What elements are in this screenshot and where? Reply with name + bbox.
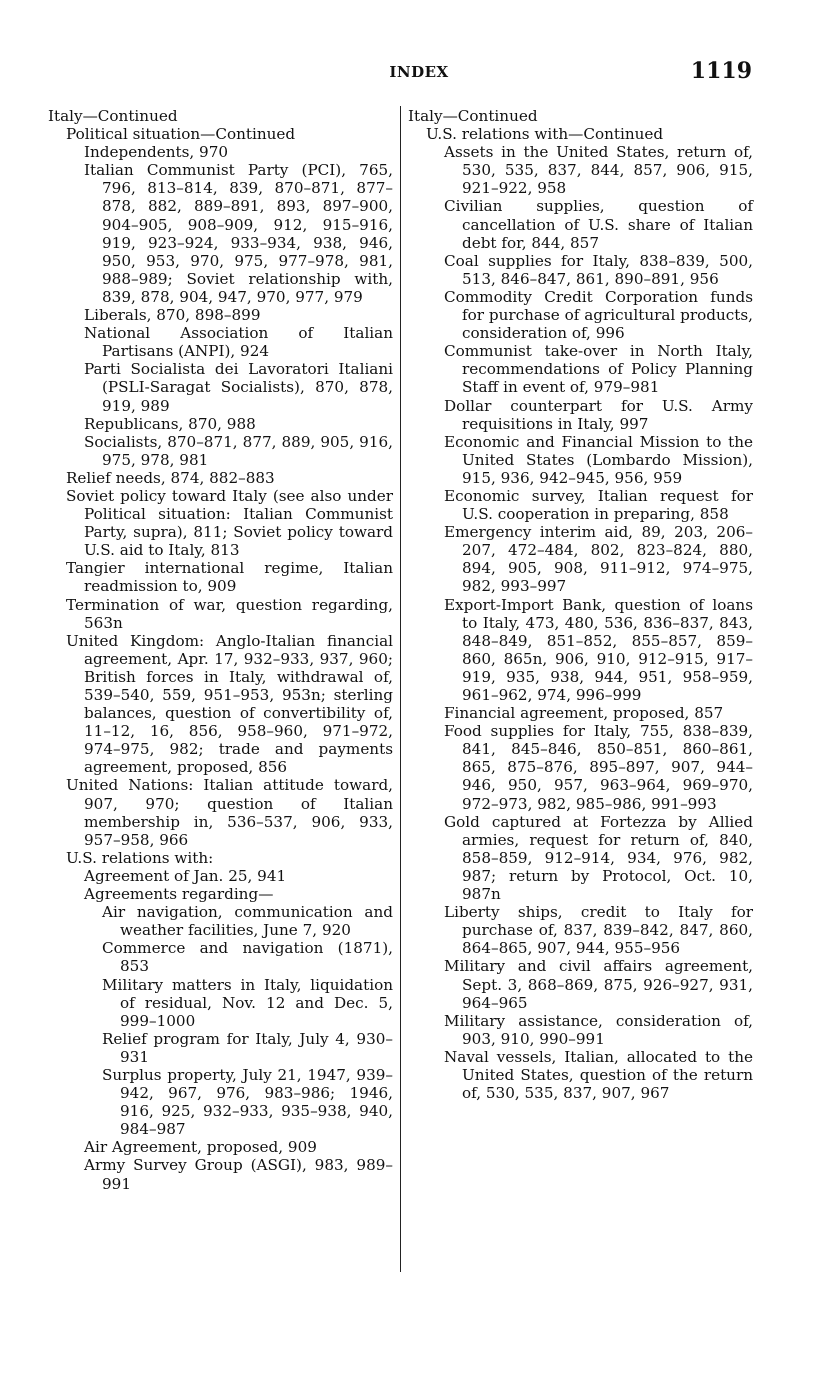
index-entry: Gold captured at Fortezza by Allied armies, request for return of, 840, 858–859, 912–914, 934, 976, 982, 987; return by Protocol, Oct. 10, 987n xyxy=(444,812,753,904)
index-entry: Liberals, 870, 898–899 xyxy=(84,306,261,325)
index-entry: National Association of Italian Partisans (ANPI), 924 xyxy=(84,324,393,361)
running-head: INDEX xyxy=(389,63,449,81)
index-entry: Parti Socialista dei Lavoratori Italiani (PSLI-Saragat Socialists), 870, 878, 919, 989 xyxy=(84,360,393,415)
index-entry: Financial agreement, proposed, 857 xyxy=(444,704,724,723)
index-entry: Surplus property, July 21, 1947, 939–942, 967, 976, 983–986; 1946, 916, 925, 932–933, 935–938, 940, 984–987 xyxy=(102,1065,393,1139)
index-entry: Food supplies for Italy, 755, 838–839, 841, 845–846, 850–851, 860–861, 865, 875–876, 895–897, 907, 944–946, 950, 957, 963–964, 969–970, 972–973, 982, 985–986, 991–993 xyxy=(444,722,753,813)
index-entry: Military and civil affairs agreement, Sept. 3, 868–869, 875, 926–927, 931, 964–965 xyxy=(444,957,753,1012)
index-entry: Liberty ships, credit to Italy for purchase of, 837, 839–842, 847, 860, 864–865, 907, 944, 955–956 xyxy=(444,903,753,958)
index-entry: Coal supplies for Italy, 838–839, 500, 513, 846–847, 861, 890–891, 956 xyxy=(444,251,753,288)
index-entry: Military assistance, consideration of, 903, 910, 990–991 xyxy=(444,1011,753,1048)
index-entry: Relief needs, 874, 882–883 xyxy=(66,468,275,487)
index-entry: Relief program for Italy, July 4, 930–931 xyxy=(102,1029,393,1066)
index-entry: Independents, 970 xyxy=(84,143,229,162)
index-entry: U.S. relations with: xyxy=(66,848,214,867)
index-entry: United Kingdom: Anglo-Italian financial agreement, Apr. 17, 932–933, 937, 960; British forces in Italy, withdrawal of, 539–540, 559, 951–953, 953n; sterling balances, question of convertibility of, 11–12, 16, 856, 958–960, 971–972, 974–975, 982; trade and payments agreement, proposed, 856 xyxy=(66,631,393,777)
index-entry: Agreement of Jan. 25, 941 xyxy=(84,866,287,885)
page-number: 1119 xyxy=(690,58,752,84)
page-header xyxy=(0,58,838,88)
index-entry: Italy—Continued xyxy=(408,107,538,125)
index-column-left xyxy=(48,107,393,1193)
index-entry: Export-Import Bank, question of loans to Italy, 473, 480, 536, 836–837, 843, 848–849, 851–852, 855–857, 859–860, 865n, 906, 910, 912–915, 917–919, 935, 938, 944, 951, 958–959, 961–962, 974, 996–999 xyxy=(444,595,753,704)
index-entry: Assets in the United States, return of, 530, 535, 837, 844, 857, 906, 915, 921–922, 958 xyxy=(444,143,753,198)
column-divider xyxy=(400,106,401,1272)
index-entry: Italy—Continued xyxy=(48,107,178,125)
index-entry: Commodity Credit Corporation funds for purchase of agricultural products, consideration of, 996 xyxy=(444,287,753,343)
index-entry: Military matters in Italy, liquidation of residual, Nov. 12 and Dec. 5, 999–1000 xyxy=(102,975,393,1030)
index-entry: Termination of war, question regarding, 563n xyxy=(66,595,393,632)
index-entry: Air Agreement, proposed, 909 xyxy=(84,1138,317,1157)
index-entry: Civilian supplies, question of cancellation of U.S. share of Italian debt for, 844, 857 xyxy=(444,197,753,252)
index-entry: Tangier international regime, Italian readmission to, 909 xyxy=(66,559,393,596)
index-entry: United Nations: Italian attitude toward, 907, 970; question of Italian membership in, 536–537, 906, 933, 957–958, 966 xyxy=(66,776,393,849)
index-entry: Army Survey Group (ASGI), 983, 989–991 xyxy=(84,1156,393,1193)
index-entry: Socialists, 870–871, 877, 889, 905, 916, 975, 978, 981 xyxy=(84,432,393,469)
index-entry: Italian Communist Party (PCI), 765, 796, 813–814, 839, 870–871, 877–878, 882, 889–891, 893, 897–900, 904–905, 908–909, 912, 915–916, 919, 923–924, 933–934, 938, 946, 950, 953, 970, 975, 977–978, 981, 988–989; Soviet relationship with, 839, 878, 904, 947, 970, 977, 979 xyxy=(84,161,393,306)
index-entry: Naval vessels, Italian, allocated to the United States, question of the return of, 530, 535, 837, 907, 967 xyxy=(444,1047,753,1103)
index-column-right xyxy=(408,107,753,1102)
index-entry: Commerce and navigation (1871), 853 xyxy=(102,939,393,976)
index-entry: U.S. relations with—Continued xyxy=(426,125,664,144)
index-entry: Economic and Financial Mission to the United States (Lombardo Mission), 915, 936, 942–945, 956, 959 xyxy=(444,432,753,487)
index-entry: Dollar counterpart for U.S. Army requisitions in Italy, 997 xyxy=(444,396,753,433)
index-entry: Communist take-over in North Italy, recommendations of Policy Planning Staff in event of, 979–981 xyxy=(444,342,753,397)
index-entry: Agreements regarding— xyxy=(84,885,274,904)
index-entry: Air navigation, communication and weather facilities, June 7, 920 xyxy=(102,903,393,940)
index-entry: Soviet policy toward Italy (see also under Political situation: Italian Communist Party, supra), 811; Soviet policy toward U.S. aid to Italy, 813 xyxy=(66,486,393,560)
index-entry: Political situation—Continued xyxy=(66,125,296,144)
index-entry: Republicans, 870, 988 xyxy=(84,414,256,433)
index-entry: Economic survey, Italian request for U.S. cooperation in preparing, 858 xyxy=(444,486,753,524)
index-entry: Emergency interim aid, 89, 203, 206–207, 472–484, 802, 823–824, 880, 894, 905, 908, 911–912, 974–975, 982, 993–997 xyxy=(444,523,753,596)
